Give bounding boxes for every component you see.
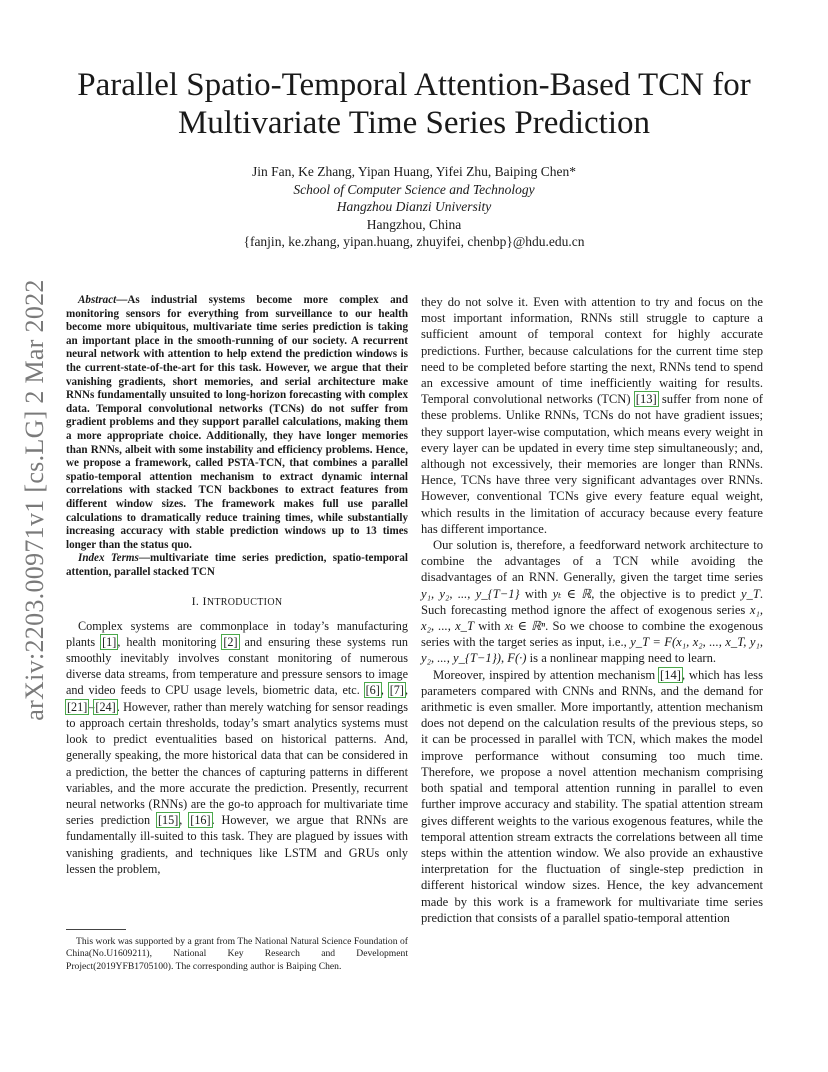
citation-link[interactable]: [15] — [157, 813, 179, 828]
author-city: Hangzhou, China — [366, 216, 462, 232]
intro-paragraph-1 — [66, 618, 408, 877]
index-terms-text: —multivariate time series prediction, spatio-temporal attention, parallel stacked TCN — [66, 552, 408, 578]
right-paragraph-2 — [421, 537, 763, 667]
left-column — [66, 294, 408, 877]
section-number: I. — [191, 594, 200, 609]
abstract — [66, 294, 408, 552]
text-run: – — [88, 699, 95, 714]
citation-link[interactable]: [2] — [223, 634, 238, 649]
text-run: . However, we argue that RNNs are fundamentally ill-suited to this task. They are plagued by issues with vanishing gradients, and techniques like LSTM and GRUs only lessen the problem, — [66, 813, 408, 876]
text-run: is a nonlinear mapping need to learn. — [526, 651, 717, 666]
abstract-lead: Abstract — [78, 294, 117, 306]
citation-link[interactable]: [21] — [67, 699, 88, 714]
text-run: they do not solve it. Even with attention to try and focus on the most important information, RNNs still struggle to capture a sufficient amount of temporal context for highly accurate predictions. Further, because calculations for the current time step need to be completed before starting the next, RNNs tend to spend an excessive amount of time inefficiently waiting for results. Temporal convolutional networks (TCN) — [421, 295, 763, 407]
text-run: Complex systems are commonplace in today’s manufacturing plants — [66, 618, 408, 649]
section-title-first: I — [202, 594, 207, 609]
index-terms — [66, 552, 408, 579]
text-run: suffer from none of these problems. Unlike RNNs, TCNs do not have gradient issues; they support layer-wise computation, which means every weight in every layer can be updated in every time step simultaneously; and, although not excessively, their memories are longer than RNNs. Hence, TCNs have three very significant advantages over RNNs. However, conventional TCNs give every feature equal weight, which results in the limitation of accuracy because every feature has different importance. — [421, 392, 763, 536]
text-run: , health monitoring — [117, 634, 223, 649]
math-expression: yₜ ∈ ℝ — [552, 586, 592, 601]
text-run: Our solution is, therefore, a feedforward network architecture to combine the advantages of a TCN while avoiding the disadvantages of an RNN. Generally, given the target time series — [421, 538, 763, 585]
text-run: , — [380, 683, 389, 698]
right-paragraph-3 — [421, 667, 763, 926]
author-names: Jin Fan, Ke Zhang, Yipan Huang, Yifei Zhu, Baiping Chen* — [251, 164, 577, 179]
author-university: Hangzhou Dianzi University — [336, 199, 492, 214]
author-emails: {fanjin, ke.zhang, yipan.huang, zhuyifei, chenbp}@hdu.edu.cn — [243, 234, 585, 249]
citation-link[interactable]: [24] — [95, 699, 116, 714]
math-expression: y_T — [740, 586, 760, 601]
abstract-text: —As industrial systems become more complex and monitoring sensors for everything from surveillance to our health become more ubiquitous, multivariate time series prediction is taking an important place in the smooth-running of our society. A recurrent neural network with attention to help extend the prediction windows is the current-state-of-the-art for this task. However, we argue that their vanishing gradients, short memories, and serial architecture make RNNs fundamentally unsuited to long-horizon forecasting with complex data. Temporal convolutional networks (TCNs) do not suffer from gradient problems and they support parallel calculations, making them a more appropriate choice. Additionally, they have longer memories than RNNs, albeit with some instability and efficiency problems. Hence, we propose a framework, called PSTA-TCN, that combines a parallel spatio-temporal attention mechanism to extract dynamic internal correlations with stacked TCN backbones to extract features from different window sizes. The framework makes full use parallel calculations to dramatically reduce training times, while substantially increasing accuracy with stable prediction windows up to 13 times longer than the status quo. — [66, 294, 408, 551]
citation-link[interactable]: [6] — [365, 683, 380, 698]
footnote-rule — [66, 929, 126, 930]
citation-link[interactable]: [7] — [389, 683, 404, 698]
right-column — [421, 294, 763, 926]
text-run: with — [474, 619, 505, 634]
text-run: with — [519, 586, 553, 601]
citation-link[interactable]: [13] — [635, 392, 657, 407]
text-run: . However, rather than merely watching for sensor readings to approach certain thresholds, today’s smart analytics systems must look to predict eventualities based on historical patterns. And, generally speaking, the more historical data that can be considered in a prediction, the better the chances of capturing patterns in different variables, and the more accurate the prediction. Presently, recurrent neural networks (RNNs) are the go-to approach for multivariate time series prediction — [66, 699, 408, 828]
text-run: and ensuring these systems run smoothly inevitably involves constant monitoring of numerous diverse data streams, from temperature and pressure sensors to image and video feeds to CPU usage levels, biometric data, etc. — [66, 634, 408, 698]
text-run: Moreover, inspired by attention mechanism — [433, 667, 659, 682]
math-expression: xₜ ∈ ℝⁿ — [504, 619, 546, 634]
section-title-rest: NTRODUCTION — [206, 597, 283, 609]
citation-link[interactable]: [1] — [102, 634, 117, 649]
citation-link[interactable]: [16] — [190, 813, 211, 828]
math-expression: y_T = F(x₁, x₂, ..., x_T, y₁, y₂, ..., y_{T−1}) — [421, 635, 763, 666]
author-block — [160, 163, 668, 251]
math-expression: x₁, x₂, ..., x_T — [421, 602, 763, 634]
right-paragraph-1 — [421, 294, 763, 537]
text-run: , which has less parameters compared with CNNs and RNNs, and the demand for arithmetic is even smaller. More importantly, attention mechanism does not depend on the calculation results of the previous steps, so it can be processed in parallel with TCN, which makes the model improve performance without consuming too much time. Therefore, we propose a novel attention mechanism comprising both spatial and temporal attention running in parallel to even further improve accuracy and stability. The spatial attention stream gives different weights to the various exogenous features, while the temporal attention stream extracts the correlations between all time steps within the attention window. We also provide an exhaustive interpretation for the fluctuation of single-step prediction in different historical window sizes. Hence, the key advancement made by this work is a framework for multivariate time series prediction that consists of a parallel spatio-temporal attention — [421, 667, 763, 925]
text-run: . Such forecasting method ignore the affect of exogenous series — [421, 586, 764, 617]
section-heading-introduction — [66, 593, 408, 611]
text-run: , the objective is to predict — [591, 586, 741, 601]
math-expression: y₁, y₂, ..., y_{T−1} — [421, 586, 520, 601]
author-school: School of Computer Science and Technology — [293, 181, 535, 197]
arxiv-stamp-text: arXiv:2203.00971v1 [cs.LG] 2 Mar 2022 — [20, 279, 49, 721]
text-run: , — [500, 651, 508, 666]
paper-title — [60, 66, 768, 142]
title-line-2: Multivariate Time Series Prediction — [177, 105, 651, 141]
citation-link[interactable]: [14] — [659, 667, 681, 682]
arxiv-stamp — [20, 279, 50, 721]
text-run: , — [404, 683, 408, 698]
text-run: , — [179, 813, 190, 828]
math-expression: F(·) — [507, 651, 527, 666]
text-run: . So we choose to combine the exogenous series with the target series as input, i.e., — [421, 619, 763, 650]
title-line-1: Parallel Spatio-Temporal Attention-Based TCN for — [77, 67, 751, 103]
funding-footnote: This work was supported by a grant from The National Natural Science Foundation of China(No.U1609211), National Key Research and Development Project(2019YFB1705100). The corresponding author is Baiping Chen. — [66, 936, 408, 972]
index-terms-lead: Index Terms — [78, 552, 139, 565]
